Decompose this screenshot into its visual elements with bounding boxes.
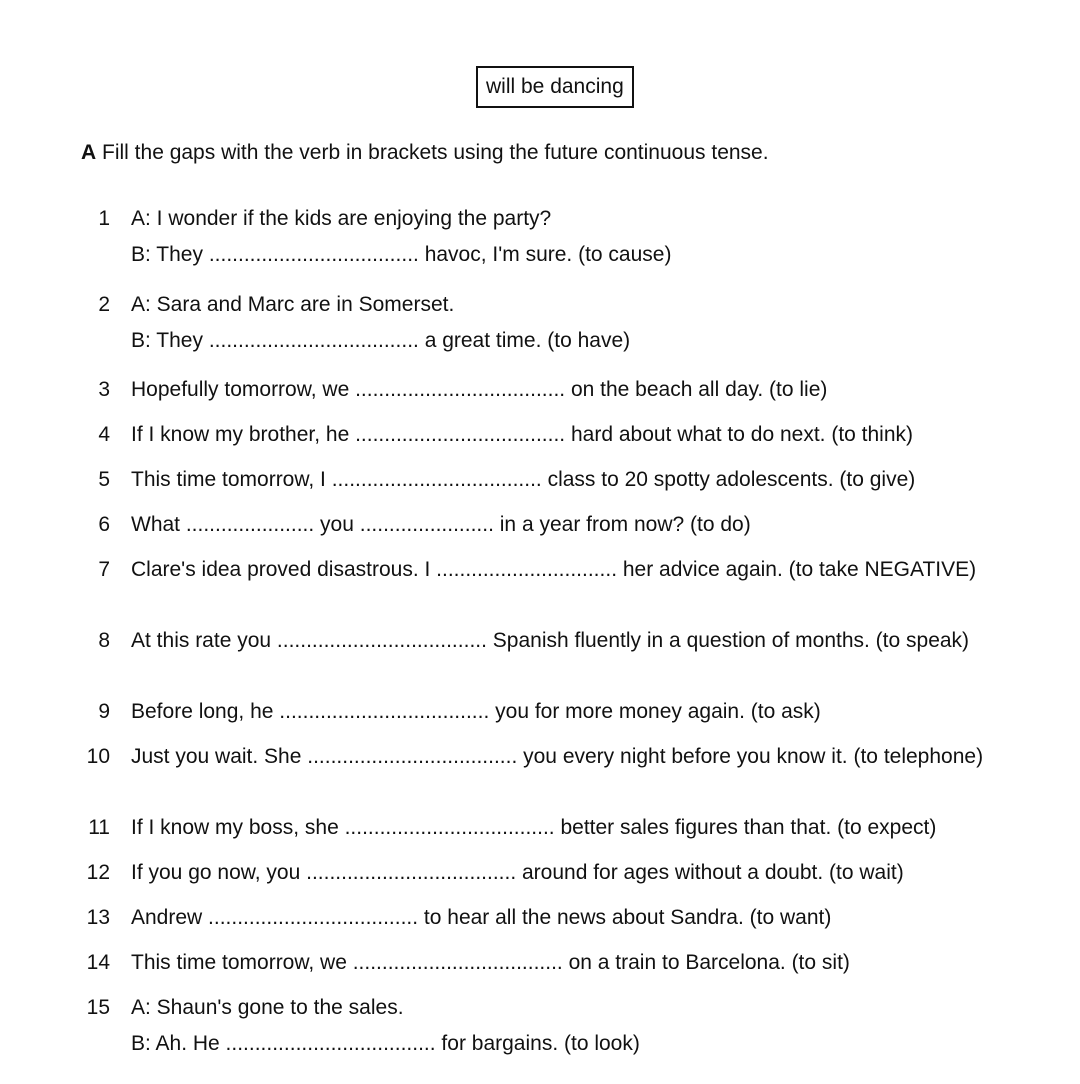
item-sentence: Andrew .................................... to hear all the news about Sandra. (to want) [131,906,832,929]
item-sentence: Before long, he .................................... you for more money again. (to ask) [131,700,821,723]
item-number: 3 [98,378,110,401]
item-number: 9 [98,700,110,723]
exercise-item [70,292,1010,354]
exercise-item [70,699,1010,725]
item-number: 6 [98,513,110,536]
exercise-label: A [81,141,97,164]
exercise-item [70,512,1010,538]
item-number: 8 [98,629,110,652]
exercise-item [70,815,1010,841]
exercise-item [70,467,1010,493]
item-number: 5 [98,468,110,491]
exercise-item [70,860,1010,886]
item-sentence: Hopefully tomorrow, we .................................... on the beach all day. (to lie) [131,378,828,401]
exercise-item [70,950,1010,976]
item-line-b: B: They .................................... havoc, I'm sure. (to cause) [131,243,672,266]
item-sentence: If I know my brother, he .................................... hard about what to do next. (to think) [131,423,914,446]
item-number: 10 [86,745,110,768]
item-sentence: At this rate you .................................... Spanish fluently in a question of months. (to speak) [131,629,970,652]
item-line-a: A: Shaun's gone to the sales. [131,996,404,1019]
item-sentence: This time tomorrow, I .................................... class to 20 spotty adolescents. (to give) [131,468,916,491]
item-number: 12 [86,861,110,884]
item-sentence: What ...................... you ....................... in a year from now? (to do) [131,513,751,536]
item-sentence: If you go now, you .................................... around for ages without a doubt. (to wait) [131,861,904,884]
exercise-item [70,377,1010,403]
exercise-item [70,206,1010,268]
item-sentence: Just you wait. She .................................... you every night before you know it. (to telephone) [131,745,984,768]
example-answer-box: will be dancing [476,66,634,108]
item-line-a: A: I wonder if the kids are enjoying the party? [131,207,552,230]
exercise-item [70,628,1010,654]
exercise-instruction [81,140,769,166]
item-sentence: Clare's idea proved disastrous. I ............................... her advice again. (to take NEGATIVE) [131,558,977,581]
exercise-item [70,995,1010,1057]
item-sentence: This time tomorrow, we .................................... on a train to Barcelona. (to sit) [131,951,850,974]
item-number: 14 [86,951,110,974]
instruction-text: Fill the gaps with the verb in brackets using the future continuous tense. [102,141,769,164]
item-line-b: B: They .................................... a great time. (to have) [131,329,631,352]
item-number: 13 [86,906,110,929]
exercise-item [70,557,1010,583]
item-line-a: A: Sara and Marc are in Somerset. [131,293,455,316]
item-number: 15 [86,996,110,1019]
item-number: 1 [98,207,110,230]
item-number: 11 [88,816,110,839]
item-line-b: B: Ah. He .................................... for bargains. (to look) [131,1032,640,1055]
item-number: 4 [98,423,110,446]
item-sentence: If I know my boss, she .................................... better sales figures than that. (to expect) [131,816,937,839]
exercise-item [70,422,1010,448]
exercise-item [70,744,1010,770]
item-number: 2 [98,293,110,316]
exercise-item [70,905,1010,931]
item-number: 7 [98,558,110,581]
